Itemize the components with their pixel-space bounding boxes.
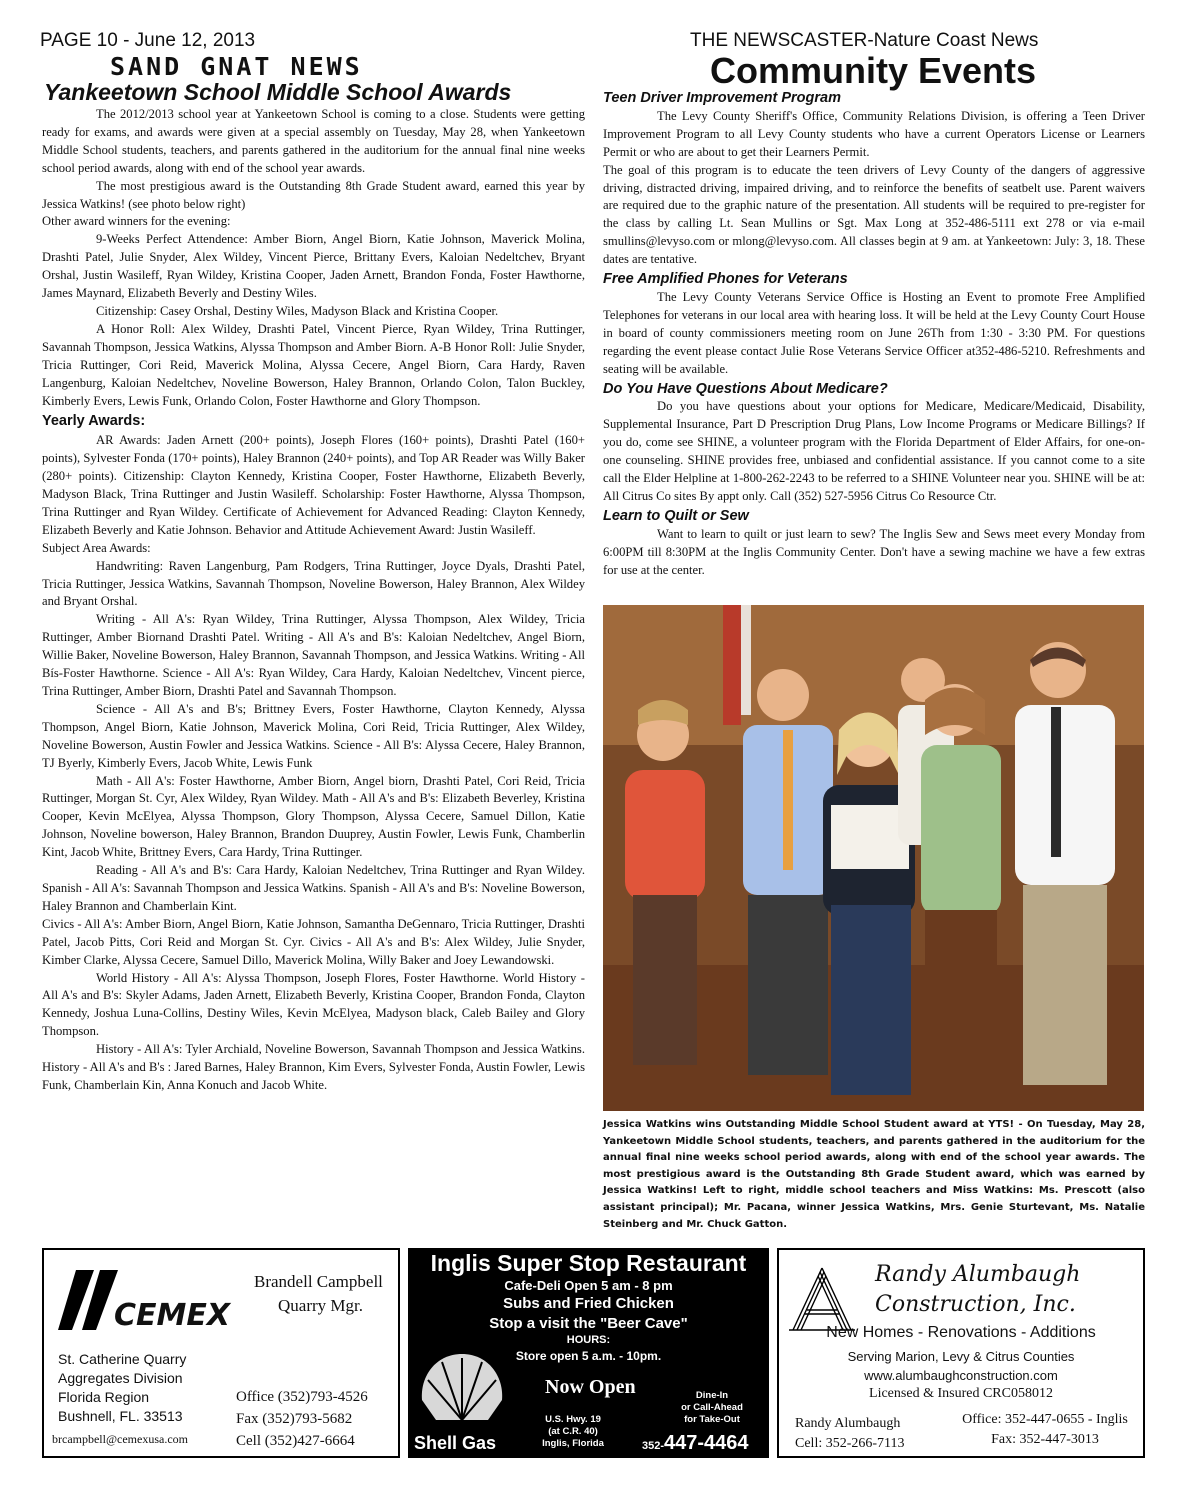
paragraph: AR Awards: Jaden Arnett (200+ points), Joseph Flores (160+ points), Drashti Patel (160+ points), Sylvester Fonda (170+ points), Haley Brannon (240+ points), and Top AR Reader was Willy Baker (280+ points). Citizenship: Clayton Kennedy, Kristina Cooper, Foster Hawthorne, Elizabeth Beverly, Madyson Black, Trina Ruttinger and Justin Wasileff. Scholarship: Foster Hawthorne, Alyssa Thompson, Trina Ruttinger and Ryan Wildey. Certificate of Achievement for Advanced Reading: Clayton Kennedy, Elizabeth Beverly and Katie Johnson. Behavior and Attitude Achievement Award: Justin Wasileff. [42, 433, 585, 537]
paragraph: The Levy County Sheriff's Office, Community Relations Division, is offering a Teen Driver Improvement Program to all Levy County students who have a current Operators License or Learners Permit or who are about to get their Learners Permit. [603, 108, 1145, 159]
paragraph: Handwriting: Raven Langenburg, Pam Rodgers, Trina Ruttinger, Joyce Dyals, Drashti Patel, Tricia Ruttinger, Jessica Watkins, Savannah Thompson, Noveline Bowerson, Haley Brannon, Alex Wildey and Bryant Orshal. [42, 558, 585, 609]
cemex-contact-name: Brandell Campbell [254, 1272, 383, 1291]
cemex-phones: Office (352)793-4526 Fax (352)793-5682 Cell (352)427-6664 [236, 1389, 368, 1449]
alumbaugh-person: Randy Alumbaugh Cell: 352-266-7113 [795, 1416, 905, 1451]
cemex-contact-title: Quarry Mgr. [278, 1296, 363, 1315]
paragraph: The most prestigious award is the Outstanding 8th Grade Student award, earned this year by Jessica Watkins! (see photo below right) [42, 178, 585, 211]
paragraph: The 2012/2013 school year at Yankeetown School is coming to a close. Students were getting ready for exams, and awards were given at a special assembly on Tuesday, May 28, when Yankeetown Middle School students, teachers, and parents gathered in the auditorium for the annual final nine weeks school period awards, along with end of the school year awards. [42, 107, 585, 175]
paragraph: Citizenship: Casey Orshal, Destiny Wiles, Madyson Black and Kristina Cooper. [96, 303, 499, 318]
inglis-phone: 352-447-4464 [642, 1432, 749, 1454]
newspaper-name: THE NEWSCASTER-Nature Coast News [690, 30, 1039, 51]
paragraph: Do you have questions about your options for Medicare, Medicare/Medicaid, Disability, Supplemental Insurance, Part D Prescription Drug Plans, Low Income Programs or Medicare Billings? If you do, come see SHINE, a volunteer program with the Florida Department of Elder Affairs, for one-on-one counseling. SHINE provides free, unbiased and confidential assistance. If you cannot come to a site call the Elder Helpline at 1-800-262-2243 to be referred to a SHINE Volunteer near you. SHINE will be at: All Citrus Co sites By appt only. Call (352) 527-5956 Citrus Co Resource Ctr. [603, 399, 1145, 503]
section-title-community-events: Community Events [710, 50, 1037, 91]
inglis-super-stop-ad [408, 1248, 769, 1458]
inglis-details: Cafe-Deli Open 5 am - 8 pm Subs and Fried Chicken Stop a visit the "Beer Cave" HOURS: Store open 5 a.m. - 10pm. [489, 1278, 688, 1363]
article-title-awards: Yankeetown School Middle School Awards [44, 79, 512, 105]
paragraph: Subject Area Awards: [42, 540, 151, 555]
event-heading-quilt: Learn to Quilt or Sew [603, 507, 749, 524]
alumbaugh-phones: Office: 352-447-0655 - Inglis Fax: 352-447-3013 [962, 1412, 1128, 1447]
paragraph: 9-Weeks Perfect Attendence: Amber Biorn, Angel Biorn, Katie Johnson, Maverick Molina, Drashti Patel, Julie Snyder, Alex Wildey, Vincent Pierce, Brittany Evers, Kaloian Nedeltchev, Bryant Orshal, Justin Wasileff, Ryan Wildey, Kristina Cooper, Jaden Arnett, Brandon Fonda, Foster Hawthorne, James Maynard, Elizabeth Beverly and Destiny Wiles. [42, 232, 585, 301]
inglis-address: U.S. Hwy. 19 (at C.R. 40) Inglis, Florida [542, 1414, 604, 1449]
page-number-date: PAGE 10 - June 12, 2013 [40, 30, 256, 51]
inglis-title: Inglis Super Stop Restaurant [430, 1250, 747, 1276]
cemex-ad [42, 1248, 400, 1458]
award-photo [603, 605, 1144, 1111]
community-events-column [603, 88, 1145, 579]
awards-article [42, 106, 585, 1095]
cemex-address: St. Catherine Quarry Aggregates Division Florida Region Bushnell, FL. 33513 [58, 1351, 187, 1424]
paragraph: Want to learn to quilt or just learn to sew? The Inglis Sew and Sews meet every Monday from 6:00PM till 8:30PM at the Inglis Community Center. Don't have a sewing machine we have a few extras for use at the center. [603, 526, 1145, 577]
paragraph: Math - All A's: Foster Hawthorne, Amber Biorn, Angel biorn, Drashti Patel, Cori Reid, Tricia Ruttinger, Morgan St. Cyr, Alex Wildey, Ryan Wildey. Math - All A's and B's: Elizabeth Beverley, Kristina Cooper, Kevin McElyea, Alyssa Thompson, Glory Thompson, Alyssa Cecere, Samuel Dillon, Katie Johnson, Noveline bowerson, Haley Brannon, Brandon Duuprey, Austin Fowler, Lewis Funk, Chamberlin Kint, Jacob White, Brittney Evers, Cara Hardy, Trina Ruttinger. [42, 773, 585, 860]
alumbaugh-license: Licensed & Insured CRC058012 [869, 1386, 1053, 1401]
alumbaugh-services: New Homes - Renovations - Additions [826, 1324, 1096, 1341]
shell-logo-icon [416, 1350, 508, 1437]
event-heading-teen-driver: Teen Driver Improvement Program [603, 90, 841, 106]
cemex-logo-text: CEMEX [114, 1298, 230, 1333]
paragraph: Writing - All A's: Ryan Wildey, Trina Ruttinger, Alyssa Thompson, Alex Wildey, Tricia Ruttinger, Amber Biornand Drashti Patel. Writing - All A's and B's: Kaloian Nedeltchev, Angel Biorn, Willie Baker, Noveline Bowerson, Haley Brannon, Savannah Thompson, and Jessica Watkins. Writing - All Bís-Foster Hawthorne. Science - All A's: Ryan Wildey, Cara Hardy, Kaloian Nedeltchev, Vincent pierce, Trina Ruttinger, Amber Biorn, Drashti Patel and Savannah Thompson. [42, 612, 585, 698]
paragraph: World History - All A's: Alyssa Thompson, Joseph Flores, Foster Hawthorne. World History - All A's and B's: Skyler Adams, Jaden Arnett, Elizabeth Beverly, Kristina Cooper, Brandon Fonda, Clayton Kennedy, Joshua Luna-Collins, Destiny Wiles, Kevin McElyea, Madyson black, Caleb Bailey and Glory Thompson. [42, 970, 585, 1039]
paragraph: The Levy County Veterans Service Office is Hosting an Event to promote Free Amplified Telephones for veterans in our local area with hearing loss. It will be held at the Levy County Court House in board of county commissioners meeting room on June 26Th from 1:30 - 3:30 PM. For questions regarding the event please contact Julie Rose Veterans Service Officer at352-486-5210. Refreshments and seating will be available. [603, 289, 1145, 376]
now-open-label: Now Open [545, 1376, 636, 1398]
cemex-email: brcampbell@cemexusa.com [52, 1432, 188, 1446]
paragraph: Other award winners for the evening: [42, 214, 231, 229]
photo-caption: Jessica Watkins wins Outstanding Middle School Student award at YTS! - On Tuesday, May 28, Yankeetown Middle School students, teachers, and parents gathered in the auditorium for the annual final nine weeks school period awards, along with end of the school year awards. The most prestigious award is the Outstanding 8th Grade Student award, which was earned by Jessica Watkins! Left to right, middle school teachers and Miss Watkins: Ms. Prescott (also assistant principal); Mr. Pacana, winner Jessica Watkins, Mrs. Genie Sturtevant, Ms. Natalie Steinberg and Mr. Chuck Gatton. [603, 1119, 1145, 1230]
paragraph: A Honor Roll: Alex Wildey, Drashti Patel, Vincent Pierce, Ryan Wildey, Trina Ruttinger, Savannah Thompson, Jessica Watkins, Alyssa Thompson and Amber Biorn. A-B Honor Roll: Julie Snyder, Tricia Ruttinger, Cori Reid, Maverick Molina, Alyssa Cecere, Angel Biorn, Cara Hardy, Raven Langenburg, Kaloian Nedeltchev, Noveline Bowerson, Haley Brannon, Orlando Colon, Talon Buckley, Kimberly Evers, Lewis Funk, Orlando Colon, Foster Hawthorne and Glory Thompson. [42, 321, 585, 408]
paragraph: Civics - All A's: Amber Biorn, Angel Biorn, Katie Johnson, Samantha DeGennaro, Tricia Ruttinger, Drashti Patel, Jacob Pitts, Cori Reid and Morgan St. Cyr. Civics - All A's and B's: Alex Wildey, Julie Snyder, Kimber Clarke, Alyssa Cecere, Samuel Dillo, Maverick Molina, Willy Baker and Joey Lewandowski. [42, 916, 585, 967]
event-heading-phones: Free Amplified Phones for Veterans [603, 271, 848, 288]
shell-gas-label: Shell Gas [414, 1433, 497, 1453]
award-photo-illustration [603, 605, 1144, 1111]
subheading-yearly-awards: Yearly Awards: [42, 413, 146, 430]
event-heading-medicare: Do You Have Questions About Medicare? [603, 380, 888, 397]
paragraph: Reading - All A's and B's: Cara Hardy, Kaloian Nedeltchev, Trina Ruttinger and Ryan Wildey. Spanish - All A's: Savannah Thompson and Jessica Watkins. Spanish - All A's and B's: Noveline Bowerson, Haley Brannon and Chamberlain Kint. [42, 863, 585, 913]
paragraph: Science - All A's and B's; Brittney Evers, Foster Hawthorne, Clayton Kennedy, Alyssa Thompson, Angel Biorn, Katie Johnson, Maverick Molina, Cori Reid, Tricia Ruttinger, Alex Wildey, Noveline Bowerson, Austin Fowler and Jessica Watkins. Science - All B's: Alyssa Cecere, Haley Brannon, TJ Byerly, Kimberly Evers, Jacob White, Lewis Funk [42, 701, 585, 770]
section-title-sand-gnat: SAND GNAT NEWS [110, 52, 363, 81]
alumbaugh-construction-ad [777, 1248, 1145, 1458]
alumbaugh-name: Randy Alumbaugh Construction, Inc. [875, 1262, 1081, 1317]
paragraph: The goal of this program is to educate the teen drivers of Levy County of the dangers of aggressive driving, distracted driving, impaired driving, and to reinforce the benefits of seatbelt use. Parent waivers are required due to the graphic nature of the presentation. All students will be required to pre-register for the class by calling Lt. Sean Mullins or Sgt. Max Long at 352-486-5111 ext 278 or via e-mail smullins@levyso.com or mlong@levyso.com. All classes begin at 9 am. at Yankeetown: July: 3, 18. These dates are tentative. [603, 162, 1145, 267]
paragraph: History - All A's: Tyler Archiald, Noveline Bowerson, Savannah Thompson and Jessica Watkins. History - All A's and B's : Jared Barnes, Haley Brannon, Kim Evers, Sylvester Fonda, Austin Fowler, Lewis Funk, Chamberlain Kin, Anna Konuch and Jacob White. [42, 1042, 585, 1092]
alumbaugh-info: Serving Marion, Levy & Citrus Counties www.alumbaughconstruction.com [847, 1349, 1075, 1383]
dine-in-info: Dine-In or Call-Ahead for Take-Out [681, 1390, 743, 1425]
